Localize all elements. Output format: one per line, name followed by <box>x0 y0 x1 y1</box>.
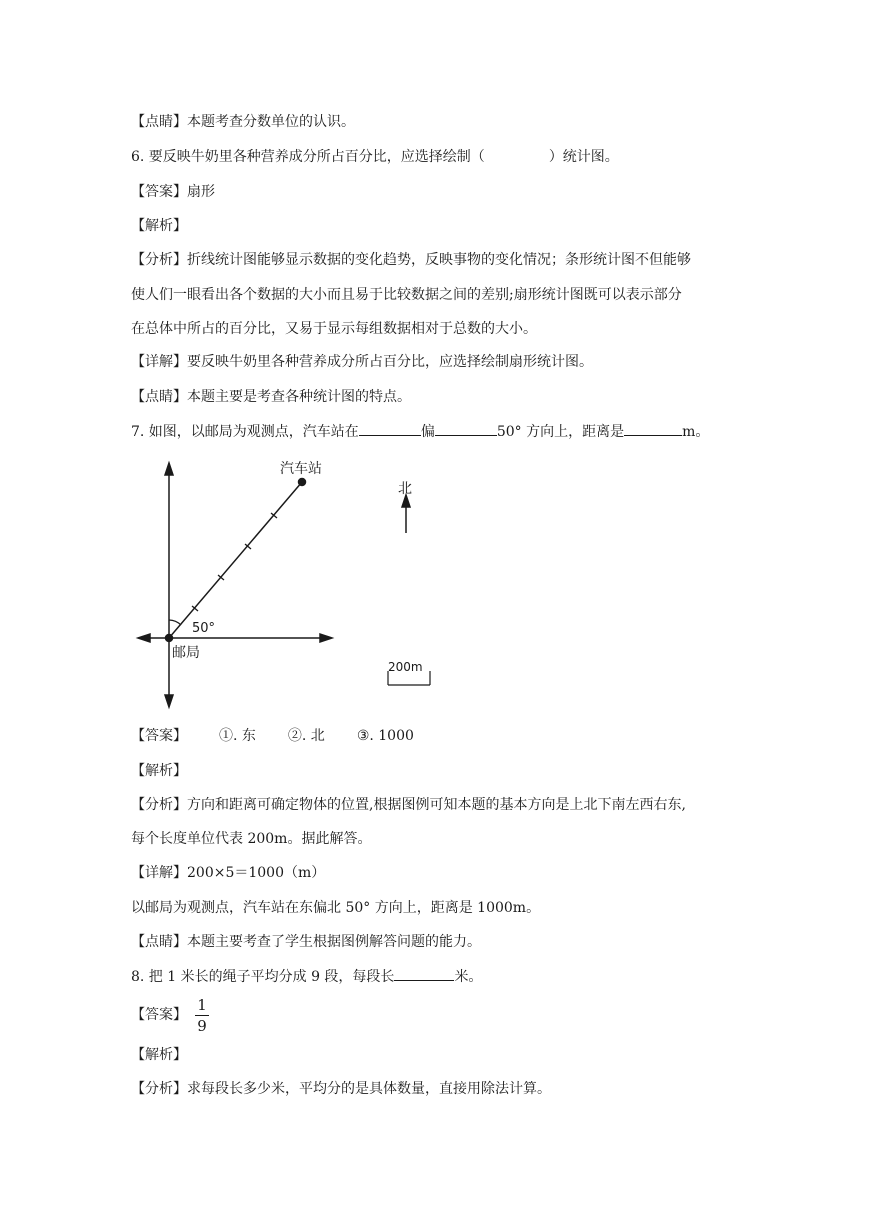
q6-dianjing: 【点睛】本题主要是考查各种统计图的特点。 <box>131 389 411 405</box>
q8-answer-fraction <box>195 997 209 1034</box>
q8-fenxi: 【分析】求每段长多少米，平均分的是具体数量，直接用除法计算。 <box>131 1081 551 1097</box>
q7-fenxi-1: 【分析】方向和距离可确定物体的位置,根据图例可知本题的基本方向是上北下南左西右东, <box>131 797 686 813</box>
question-7 <box>131 421 709 442</box>
q7-text-4: m。 <box>682 424 710 440</box>
angle-arc <box>169 620 181 625</box>
q6-answer: 【答案】扇形 <box>131 184 215 200</box>
q7-answer-label: 【答案】 <box>131 728 187 744</box>
post-office-label: 邮局 <box>172 645 200 661</box>
q6-jiexi: 【解析】 <box>131 218 187 234</box>
direction-line <box>169 482 302 638</box>
q6-fenxi-2: 使人们一眼看出各个数据的大小而且易于比较数据之间的差别;扇形统计图既可以表示部分 <box>131 287 682 303</box>
q7-answer-2: ②. 北 <box>287 728 325 744</box>
angle-label: 50° <box>192 621 216 636</box>
q7-fenxi-2: 每个长度单位代表 200m。据此解答。 <box>131 831 372 847</box>
line-l1: 【点睛】本题考查分数单位的认识。 <box>131 114 355 130</box>
q7-text-3: 50° 方向上，距离是 <box>496 424 625 440</box>
q7-answer-3: ③. 1000 <box>356 728 414 744</box>
question-6 <box>131 147 619 167</box>
q7-text-2: 偏 <box>420 424 435 440</box>
fraction-numerator: 1 <box>197 996 207 1014</box>
q8-answer-label: 【答案】 <box>131 1007 187 1023</box>
q8-text-2: 米。 <box>454 969 483 985</box>
question-6-text-end: ）统计图。 <box>548 149 619 165</box>
answer-blank <box>394 966 454 981</box>
q7-conclusion: 以邮局为观测点，汽车站在东偏北 50° 方向上，距离是 1000m。 <box>131 900 541 916</box>
q6-fenxi-3: 在总体中所占的百分比，又易于显示每组数据相对于总数的大小。 <box>131 321 537 337</box>
post-office-dot <box>166 635 173 642</box>
scale-label: 200m <box>388 660 423 674</box>
q7-jiexi: 【解析】 <box>131 763 187 779</box>
q7-text-1: 7. 如图，以邮局为观测点，汽车站在 <box>131 424 359 440</box>
q7-answer <box>131 726 414 746</box>
q7-answer-1: ①. 东 <box>219 728 256 744</box>
bus-station-dot <box>299 479 306 486</box>
arrow-down-icon <box>165 695 173 707</box>
answer-blank <box>624 421 682 436</box>
q7-detail: 【详解】200×5＝1000（m） <box>131 865 326 881</box>
question-8 <box>131 966 482 987</box>
answer-blank <box>359 421 421 436</box>
q7-dianjing: 【点睛】本题主要考查了学生根据图例解答问题的能力。 <box>131 934 481 950</box>
arrow-right-icon <box>320 634 332 642</box>
q8-jiexi: 【解析】 <box>131 1047 187 1063</box>
answer-blank <box>435 421 497 436</box>
q8-text-1: 8. 把 1 米长的绳子平均分成 9 段，每段长 <box>131 969 395 985</box>
arrow-up-icon <box>165 463 173 475</box>
q6-fenxi-1: 【分析】折线统计图能够显示数据的变化趋势，反映事物的变化情况；条形统计图不但能够 <box>131 252 691 268</box>
arrow-left-icon <box>138 634 150 642</box>
direction-diagram <box>130 455 450 715</box>
north-label: 北 <box>398 481 412 497</box>
question-6-text: 6. 要反映牛奶里各种营养成分所占百分比，应选择绘制（ <box>131 149 485 165</box>
q6-detail: 【详解】要反映牛奶里各种营养成分所占百分比，应选择绘制扇形统计图。 <box>131 354 593 370</box>
fraction-denominator: 9 <box>197 1017 207 1035</box>
bus-station-label: 汽车站 <box>280 461 322 477</box>
fraction-bar <box>195 1015 209 1016</box>
